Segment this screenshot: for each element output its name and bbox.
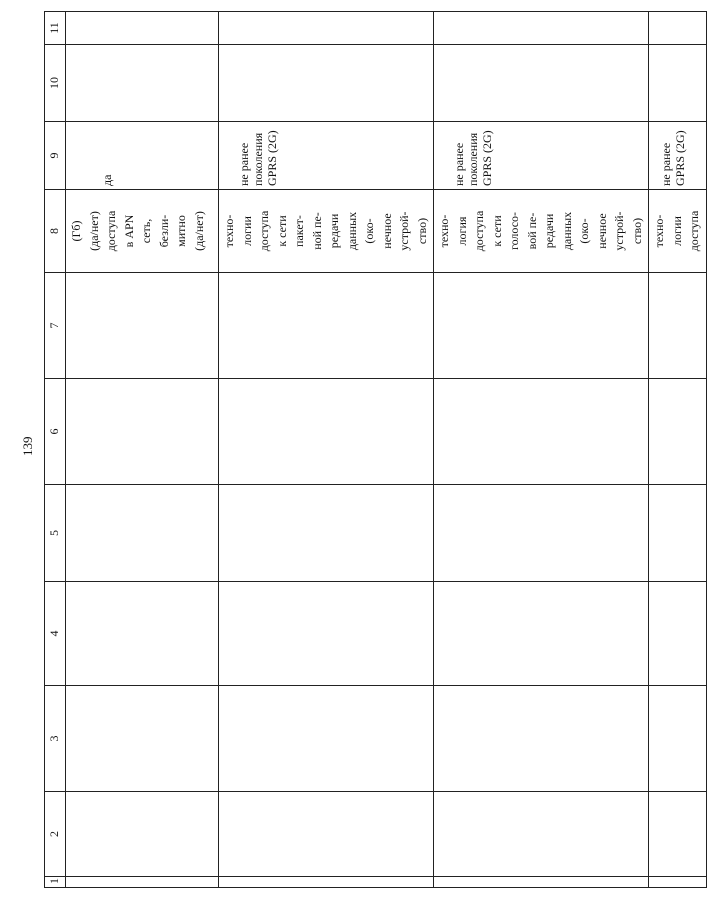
table-cell — [434, 122, 649, 190]
cell-line: доступа — [472, 210, 486, 252]
cell-line: (Гб) — [69, 220, 83, 242]
col-header-4: 4 — [45, 582, 66, 686]
table-cell — [66, 190, 219, 273]
cell-text: не ранее поколения GPRS (2G) — [452, 130, 494, 186]
table-cell — [219, 273, 434, 379]
cell-line: техно- — [437, 214, 451, 248]
cell-line: данных — [559, 211, 574, 251]
cell-line: устрой- — [612, 211, 626, 251]
col-header-8: 8 — [45, 190, 66, 273]
table-row — [649, 12, 707, 888]
table-cell — [66, 485, 219, 582]
table-cell — [219, 190, 434, 273]
cell-line: техно- — [222, 214, 236, 248]
cell-line: устрой- — [397, 211, 411, 251]
table-cell — [66, 273, 219, 379]
cell-line: к сети — [489, 215, 504, 247]
table-cell — [219, 877, 434, 888]
cell-line: ной пе- — [309, 212, 324, 250]
col-header-10: 10 — [45, 45, 66, 122]
cell-line: (око- — [577, 218, 591, 244]
col-header-5: 5 — [45, 485, 66, 582]
table-cell — [649, 686, 707, 792]
table-cell — [219, 12, 434, 45]
table-cell — [649, 45, 707, 122]
col-header-9: 9 — [45, 122, 66, 190]
table-cell — [434, 273, 649, 379]
table-cell — [66, 122, 219, 190]
cell-line: редачи — [327, 213, 341, 249]
col-header-2: 2 — [45, 792, 66, 877]
col-header-7: 7 — [45, 273, 66, 379]
cell-line: логии — [669, 216, 684, 246]
col-header-1: 1 — [45, 877, 66, 888]
cell-line: техно- — [652, 214, 666, 248]
table-cell — [219, 686, 434, 792]
cell-line: редачи — [542, 213, 556, 249]
table-row — [66, 12, 219, 888]
table-cell — [434, 190, 649, 273]
table-cell — [219, 792, 434, 877]
cell-line: логия — [454, 216, 469, 246]
cell-line: доступа — [104, 210, 118, 252]
table-cell — [649, 485, 707, 582]
cell-line: доступа — [257, 210, 271, 252]
cell-text: да — [100, 174, 114, 186]
table-cell — [219, 122, 434, 190]
table-cell — [434, 792, 649, 877]
table-cell — [66, 379, 219, 485]
table-cell — [649, 12, 707, 45]
table-cell — [434, 877, 649, 888]
table-cell — [649, 877, 707, 888]
cell-line: нечное — [594, 213, 609, 249]
table-cell — [66, 686, 219, 792]
table-cell — [219, 379, 434, 485]
header-row — [45, 12, 66, 888]
col-header-3: 3 — [45, 686, 66, 792]
cell-line: доступа — [687, 210, 701, 252]
cell-line: (да/нет) — [191, 211, 206, 251]
table-cell — [66, 792, 219, 877]
data-table — [44, 11, 707, 888]
table-cell — [649, 582, 707, 686]
cell-line: в APN — [121, 214, 136, 248]
table-cell — [434, 686, 649, 792]
cell-text: не ранее поколения GPRS (2G) — [237, 130, 279, 186]
rotated-table-wrapper — [44, 22, 701, 888]
cell-line: вой пе- — [524, 212, 539, 250]
col-header-6: 6 — [45, 379, 66, 485]
page-number: 139 — [20, 436, 35, 456]
table-cell — [219, 45, 434, 122]
table-cell — [434, 582, 649, 686]
table-cell — [66, 45, 219, 122]
table-cell — [434, 12, 649, 45]
table-row — [434, 12, 649, 888]
cell-line: (да/нет) — [86, 211, 101, 251]
cell-line: голосо- — [507, 211, 521, 251]
cell-line: митно — [174, 215, 188, 247]
cell-line: пакет- — [292, 215, 306, 247]
table-cell — [649, 379, 707, 485]
cell-line: к сети — [274, 215, 289, 247]
cell-line: сеть, — [139, 218, 153, 244]
table-cell — [66, 12, 219, 45]
cell-line: логии — [239, 216, 254, 246]
cell-line: безли- — [156, 214, 171, 248]
table-cell — [649, 190, 707, 273]
cell-line: (око- — [362, 218, 376, 244]
table-cell — [66, 877, 219, 888]
table-cell — [649, 273, 707, 379]
table-row — [219, 12, 434, 888]
cell-line: ство) — [414, 217, 429, 245]
table-cell — [434, 379, 649, 485]
cell-text: не ранее GPRS (2G) — [659, 130, 687, 186]
table-cell — [434, 485, 649, 582]
col-header-11: 11 — [45, 12, 66, 45]
cell-line: данных — [344, 211, 359, 251]
table-cell — [219, 485, 434, 582]
table-cell — [434, 45, 649, 122]
table-cell — [649, 122, 707, 190]
cell-line: нечное — [379, 213, 394, 249]
table-cell — [66, 582, 219, 686]
table-cell — [649, 792, 707, 877]
cell-line: ство) — [629, 217, 644, 245]
table-cell — [219, 582, 434, 686]
